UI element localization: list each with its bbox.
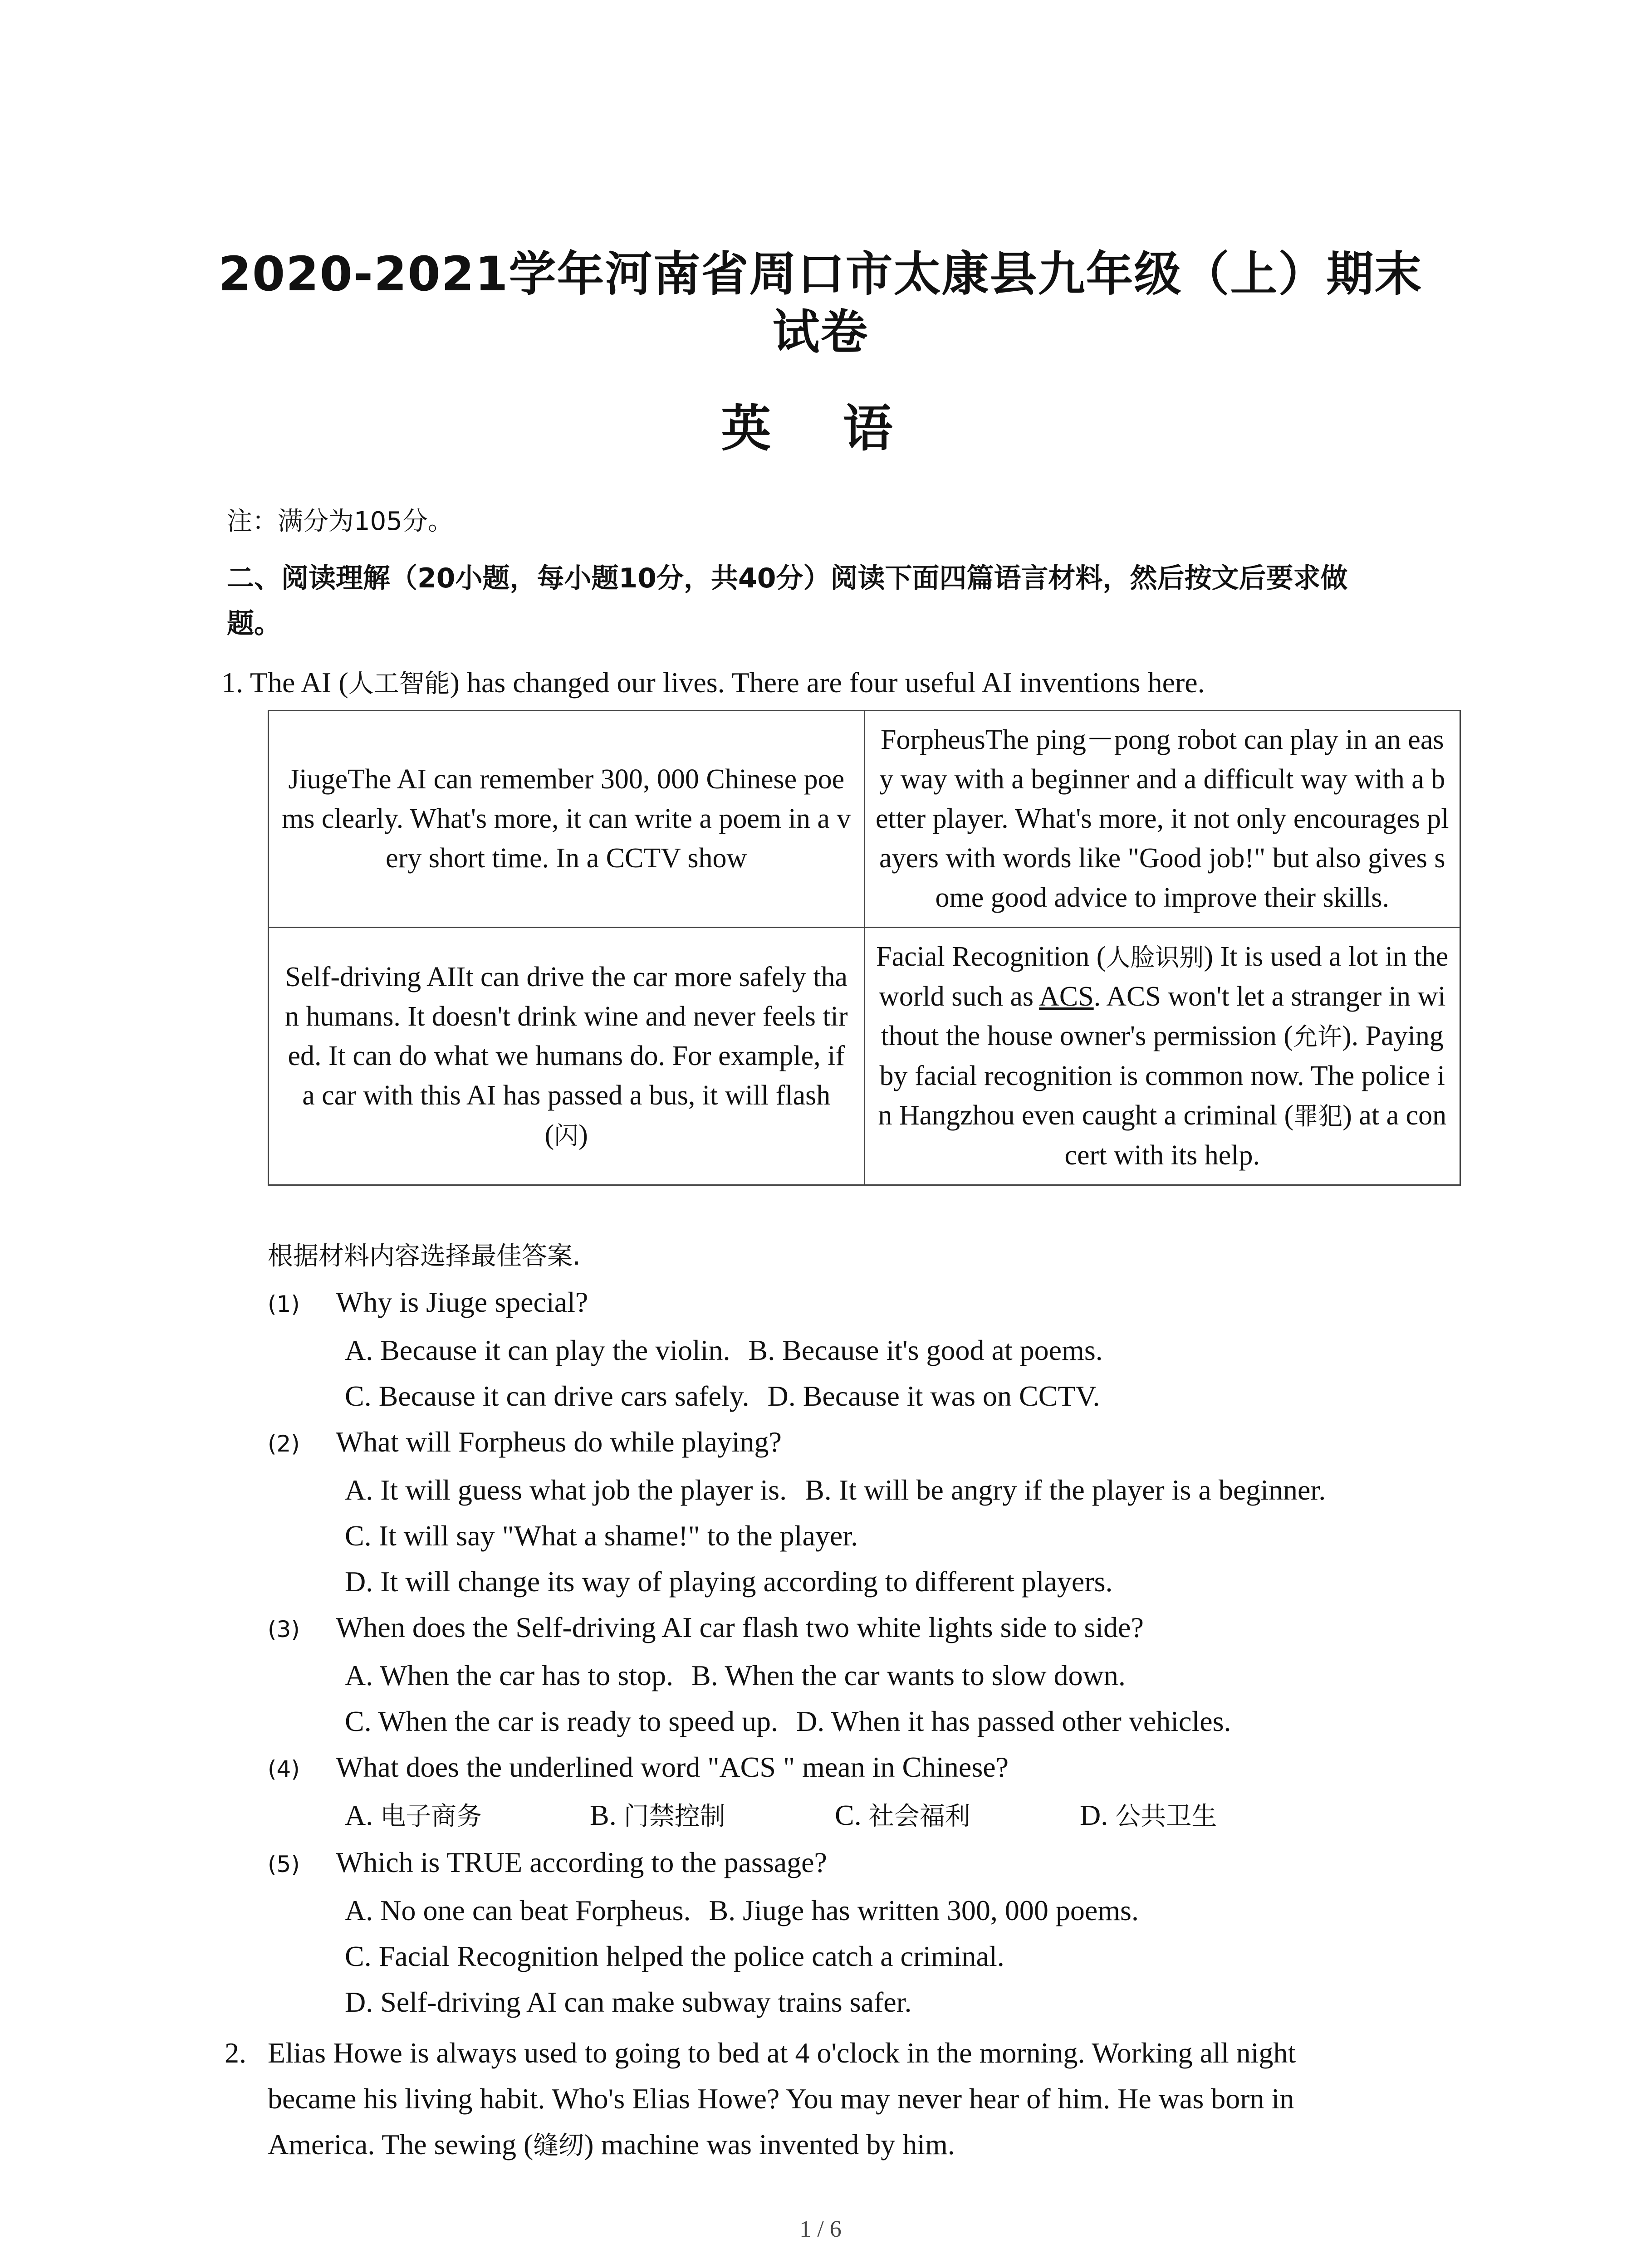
option-letter: D. [1080, 1799, 1116, 1831]
exam-title-line2: 试卷 [772, 304, 869, 360]
sub-question-text: What does the underlined word "ACS " mean in Chinese? [336, 1751, 1009, 1783]
option-line [268, 1513, 1493, 1559]
cell-facial-recognition [864, 928, 1460, 1185]
option-text: 门禁控制 [623, 1802, 725, 1831]
sub-question-number: (2) [268, 1431, 300, 1457]
cell-forpheus-text: ForpheusThe ping－pong robot can play in an easy way with a beginner and a difficult way with a better player. What's more, it not only encourages players with words like "Good job!" but also gives some good advice to improve their skills. [876, 724, 1449, 913]
answer-option[interactable]: A. It will guess what job the player is. [345, 1474, 787, 1506]
answer-option[interactable]: B. When the car wants to slow down. [691, 1659, 1126, 1691]
sub-question-number: (1) [268, 1291, 300, 1317]
answer-option[interactable]: C. Because it can drive cars safely. [345, 1380, 749, 1412]
question-2 [225, 2030, 1404, 2169]
answer-option[interactable]: D. When it has passed other vehicles. [796, 1705, 1231, 1737]
answer-option[interactable] [345, 1792, 590, 1839]
table-row [269, 711, 1460, 928]
cell-self-driving [269, 928, 865, 1185]
sub-question-number: (3) [268, 1616, 300, 1642]
ai-inventions-table [268, 710, 1461, 1186]
answer-option[interactable]: C. It will say "What a shame!" to the player. [345, 1520, 858, 1552]
option-line [268, 1979, 1493, 2025]
cell-jiuge-text: JiugeThe AI can remember 300, 000 Chinese poems clearly. What's more, it can write a poem in a very short time. In a CCTV show [282, 764, 851, 874]
question-2-text: Elias Howe is always used to going to bed at 4 o'clock in the morning. Working all night [268, 2037, 1296, 2069]
answer-option[interactable]: A. When the car has to stop. [345, 1659, 673, 1691]
option-line [268, 1373, 1493, 1419]
sub-question-text: Why is Jiuge special? [336, 1286, 588, 1318]
sub-question [268, 1279, 1493, 1327]
option-letter: A. [345, 1799, 381, 1831]
question-2-text: ) machine was invented by him. [584, 2128, 955, 2160]
option-text: 社会福利 [868, 1802, 970, 1831]
option-text: 公共卫生 [1115, 1802, 1217, 1831]
question-2-line [225, 2121, 1404, 2169]
cell-self-driving-text: Self-driving AIIt can drive the car more safely than humans. It doesn't drink wine and never feels tired. It can do what we humans do. For example, if a car with this AI has passed a bus, it will flash ( [284, 961, 848, 1150]
section-heading-line2: 题。 [227, 608, 281, 640]
page-number: 1 / 6 [799, 2216, 842, 2242]
answer-option[interactable] [1080, 1792, 1325, 1839]
question-2-text: became his living habit. Who's Elias Howe? You may never hear of him. He was born in [268, 2082, 1294, 2115]
facial-text-b: ) It is used a lot in the world such as [879, 941, 1449, 1012]
question-number: 2. [225, 2037, 246, 2069]
question-2-line [225, 2076, 1404, 2121]
question-2-text: America. The sewing ( [268, 2128, 534, 2160]
chinese-gloss: 闪 [554, 1121, 579, 1150]
subject-heading: 英 语 [721, 400, 920, 458]
sub-question-number: (4) [268, 1756, 300, 1782]
chinese-gloss: 允许 [1293, 1022, 1342, 1051]
answer-option[interactable]: D. Self-driving AI can make subway trains safer. [345, 1986, 912, 2018]
option-letter: B. [590, 1799, 624, 1831]
option-text: 电子商务 [380, 1802, 482, 1831]
sub-question-text: What will Forpheus do while playing? [336, 1426, 782, 1458]
sub-question [268, 1604, 1493, 1652]
answer-prompt: 根据材料内容选择最佳答案. [268, 1242, 581, 1271]
underlined-acs: ACS [1039, 981, 1094, 1012]
sub-question-text: When does the Self-driving AI car flash two white lights side to side? [336, 1611, 1144, 1643]
question-number: 1. [221, 666, 243, 699]
chinese-gloss: 人脸识别 [1106, 943, 1204, 972]
intro-text: The AI ( [250, 666, 348, 699]
answer-option[interactable]: D. It will change its way of playing according to different players. [345, 1565, 1113, 1598]
facial-text-e: ) at a concert with its help. [1064, 1100, 1447, 1171]
sub-question [268, 1839, 1493, 1887]
facial-text-c: . ACS won't let a stranger in without the house owner's permission ( [881, 981, 1446, 1051]
question-1-intro [221, 662, 1205, 704]
option-letter: C. [835, 1799, 869, 1831]
table-row [269, 928, 1460, 1185]
option-line [268, 1887, 1493, 1933]
sub-question-text: Which is TRUE according to the passage? [336, 1846, 827, 1878]
sub-question-list [268, 1279, 1493, 2025]
chinese-gloss: 罪犯 [1293, 1102, 1343, 1130]
answer-option[interactable]: D. Because it was on CCTV. [767, 1380, 1100, 1412]
answer-option[interactable]: B. Jiuge has written 300, 000 poems. [709, 1894, 1139, 1926]
sub-question [268, 1744, 1493, 1792]
option-line [268, 1792, 1493, 1839]
cell-self-driving-end: ) [578, 1119, 588, 1150]
answer-option[interactable] [590, 1792, 835, 1839]
exam-title-line1: 2020-2021学年河南省周口市太康县九年级（上）期末 [218, 246, 1423, 302]
facial-text-a: Facial Recognition ( [876, 941, 1106, 972]
exam-title [181, 245, 1460, 361]
cell-jiuge [269, 711, 865, 928]
question-2-line [225, 2030, 1404, 2076]
option-line [268, 1698, 1493, 1744]
answer-option[interactable]: B. Because it's good at poems. [748, 1334, 1103, 1366]
option-line [268, 1559, 1493, 1604]
answer-option[interactable]: B. It will be angry if the player is a beginner. [805, 1474, 1326, 1506]
option-line [268, 1933, 1493, 1979]
answer-option[interactable] [835, 1792, 1080, 1839]
chinese-gloss: 缝纫 [533, 2131, 584, 2160]
cell-forpheus [864, 711, 1460, 928]
score-note: 注：满分为105分。 [227, 507, 453, 536]
answer-option[interactable]: C. Facial Recognition helped the police catch a criminal. [345, 1940, 1004, 1972]
section-heading [227, 556, 1452, 646]
section-heading-line1: 二、阅读理解（20小题，每小题10分，共40分）阅读下面四篇语言材料，然后按文后要求做 [227, 562, 1348, 594]
option-line [268, 1652, 1493, 1698]
facial-text-d: ). Paying by facial recognition is common now. The police in Hangzhou even caught a criminal ( [878, 1021, 1445, 1131]
answer-option[interactable]: A. No one can beat Forpheus. [345, 1894, 691, 1926]
intro-chinese-gloss: 人工智能 [348, 669, 450, 699]
option-line [268, 1327, 1493, 1373]
sub-question [268, 1419, 1493, 1467]
answer-option[interactable]: A. Because it can play the violin. [345, 1334, 730, 1366]
sub-question-number: (5) [268, 1851, 300, 1877]
option-line [268, 1467, 1493, 1513]
intro-text-end: ) has changed our lives. There are four useful AI inventions here. [450, 666, 1205, 699]
answer-option[interactable]: C. When the car is ready to speed up. [345, 1705, 778, 1737]
